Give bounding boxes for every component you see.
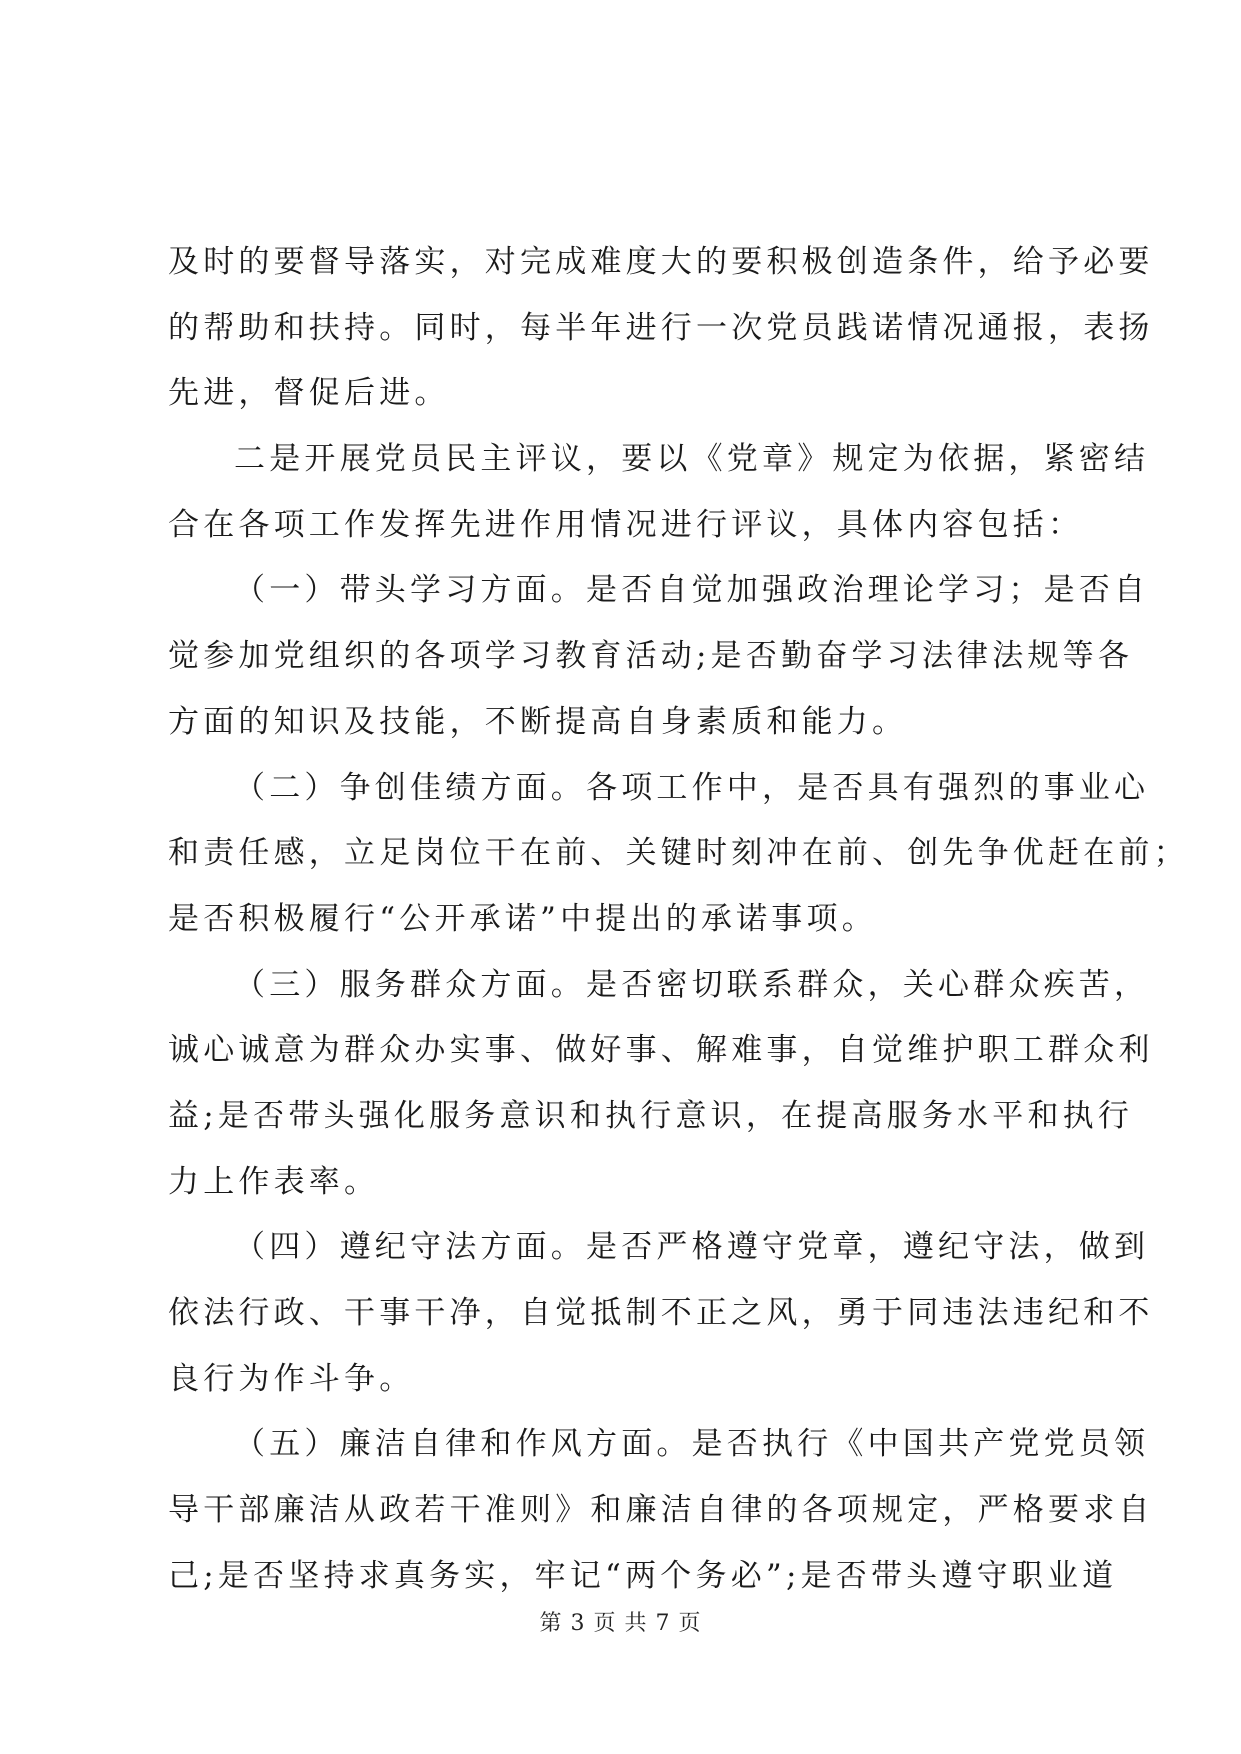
text-line: 是否积极履行“公开承诺”中提出的承诺事项。 — [168, 900, 877, 937]
text-line: 方面的知识及技能，不断提高自身素质和能力。 — [168, 703, 908, 740]
text-line: 及时的要督导落实，对完成难度大的要积极创造条件，给予必要 — [168, 244, 1154, 280]
text-line: 益;是否带头强化服务意识和执行意识，在提高服务水平和执行 — [168, 1097, 1134, 1134]
page-footer: 第 3 页 共 7 页 — [539, 1611, 702, 1636]
text-line: 二是开展党员民主评议，要以《党章》规定为依据，紧密结 — [234, 441, 1150, 478]
text-line: 诚心诚意为群众办实事、做好事、解难事，自觉维护职工群众利 — [168, 1032, 1154, 1069]
text-line: 力上作表率。 — [168, 1163, 380, 1200]
text-line: 合在各项工作发挥先进作用情况进行评议，具体内容包括： — [168, 506, 1084, 543]
text-line: 觉参加党组织的各项学习教育活动;是否勤奋学习法律法规等各 — [168, 638, 1134, 675]
text-line: （五）廉洁自律和作风方面。是否执行《中国共产党党员领 — [234, 1426, 1150, 1463]
text-line: （四）遵纪守法方面。是否严格遵守党章，遵纪守法，做到 — [234, 1229, 1150, 1266]
document-body — [168, 230, 1189, 1609]
text-line: 和责任感，立足岗位干在前、关键时刻冲在前、创先争优赶在前； — [168, 835, 1189, 872]
text-line: （二）争创佳绩方面。各项工作中，是否具有强烈的事业心 — [234, 769, 1150, 806]
text-line: 依法行政、干事干净，自觉抵制不正之风，勇于同违法违纪和不 — [168, 1295, 1154, 1331]
text-line: 的帮助和扶持。同时，每半年进行一次党员践诺情况通报，表扬 — [168, 309, 1154, 346]
text-line: （三）服务群众方面。是否密切联系群众，关心群众疾苦， — [234, 966, 1150, 1003]
text-line: 导干部廉洁从政若干准则》和廉洁自律的各项规定，严格要求自 — [168, 1492, 1154, 1529]
text-line: （一）带头学习方面。是否自觉加强政治理论学习；是否自 — [234, 572, 1150, 609]
text-line: 己;是否坚持求真务实，牢记“两个务必”;是否带头遵守职业道 — [168, 1557, 1118, 1594]
text-line: 先进，督促后进。 — [168, 375, 450, 412]
text-line: 良行为作斗争。 — [168, 1360, 415, 1397]
